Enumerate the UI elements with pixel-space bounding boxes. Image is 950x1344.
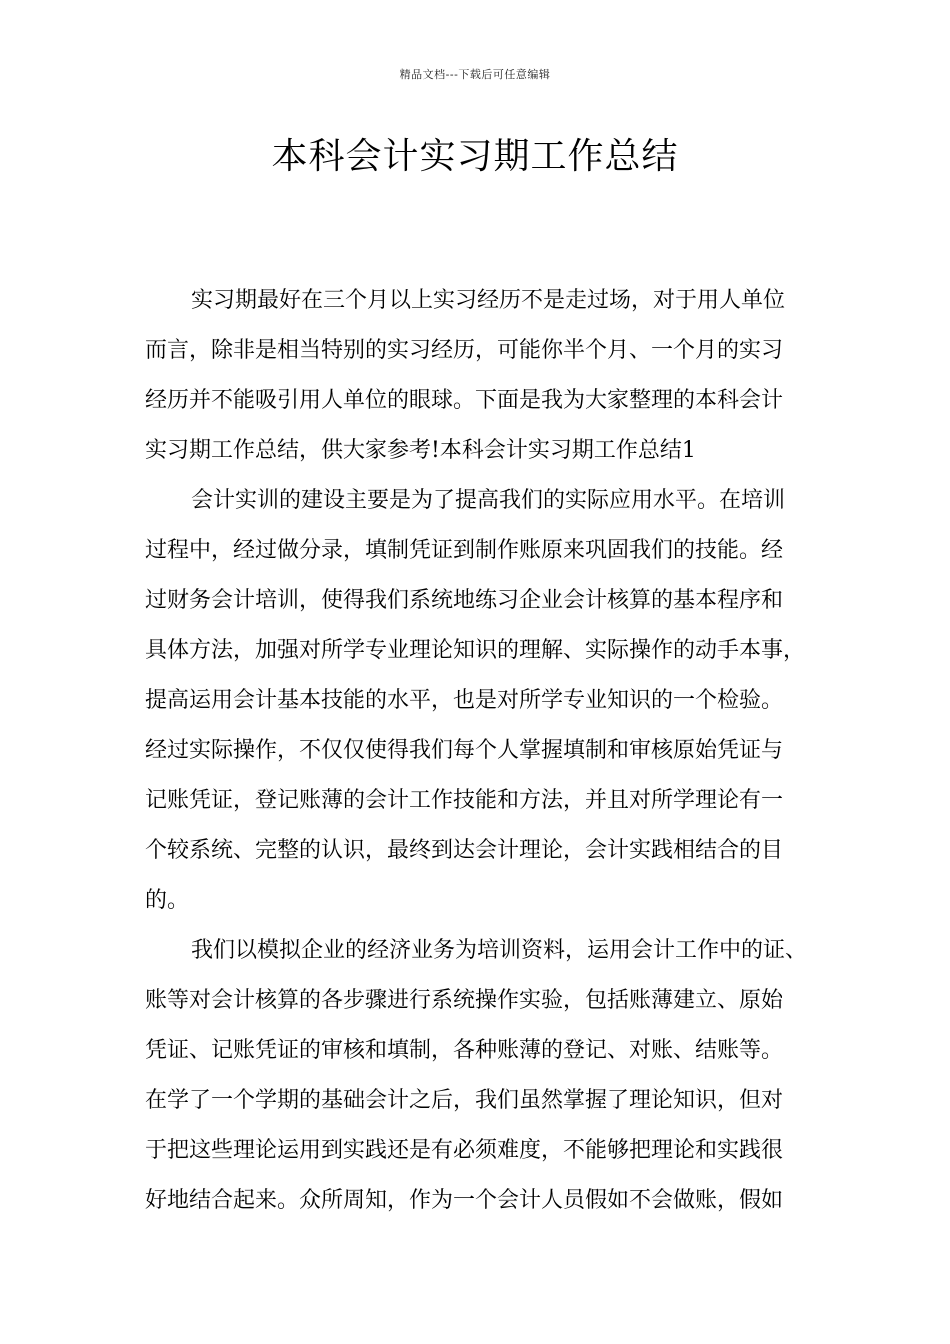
text-line: 记账凭证，登记账薄的会计工作技能和方法，并且对所学理论有一 xyxy=(145,788,784,813)
text-line: 经历并不能吸引用人单位的眼球。下面是我为大家整理的本科会计 xyxy=(145,388,784,413)
text-line: 过财务会计培训，使得我们系统地练习企业会计核算的基本程序和 xyxy=(145,588,784,613)
body-text xyxy=(145,282,825,1232)
text-line: 我们以模拟企业的经济业务为培训资料，运用会计工作中的证、 xyxy=(191,938,808,963)
text-line: 凭证、记账凭证的审核和填制，各种账薄的登记、对账、结账等。 xyxy=(145,1038,784,1063)
text-line: 于把这些理论运用到实践还是有必须难度，不能够把理论和实践很 xyxy=(145,1138,784,1163)
text-line: 而言，除非是相当特别的实习经历，可能你半个月、一个月的实习 xyxy=(145,338,784,363)
text-line: 经过实际操作，不仅仅使得我们每个人掌握填制和审核原始凭证与 xyxy=(145,738,784,763)
text-line: 在学了一个学期的基础会计之后，我们虽然掌握了理论知识，但对 xyxy=(145,1088,784,1113)
text-line: 具体方法，加强对所学专业理论知识的理解、实际操作的动手本事， xyxy=(145,638,806,663)
text-line: 的。 xyxy=(145,888,190,913)
text-line: 过程中，经过做分录，填制凭证到制作账原来巩固我们的技能。经 xyxy=(145,538,784,563)
header-note: 精品文档---下载后可任意编辑 xyxy=(399,68,551,81)
text-line: 提高运用会计基本技能的水平，也是对所学专业知识的一个检验。 xyxy=(145,688,784,713)
text-line: 账等对会计核算的各步骤进行系统操作实验，包括账薄建立、原始 xyxy=(145,988,784,1013)
text-line: 好地结合起来。众所周知，作为一个会计人员假如不会做账，假如 xyxy=(145,1188,784,1213)
text-line: 会计实训的建设主要是为了提高我们的实际应用水平。在培训 xyxy=(191,488,786,513)
document-title: 本科会计实习期工作总结 xyxy=(271,136,679,177)
text-line: 个较系统、完整的认识，最终到达会计理论，会计实践相结合的目 xyxy=(145,838,784,863)
text-line: 实习期最好在三个月以上实习经历不是走过场，对于用人单位 xyxy=(191,288,786,313)
text-line: 实习期工作总结，供大家参考!本科会计实习期工作总结1 xyxy=(145,438,696,463)
